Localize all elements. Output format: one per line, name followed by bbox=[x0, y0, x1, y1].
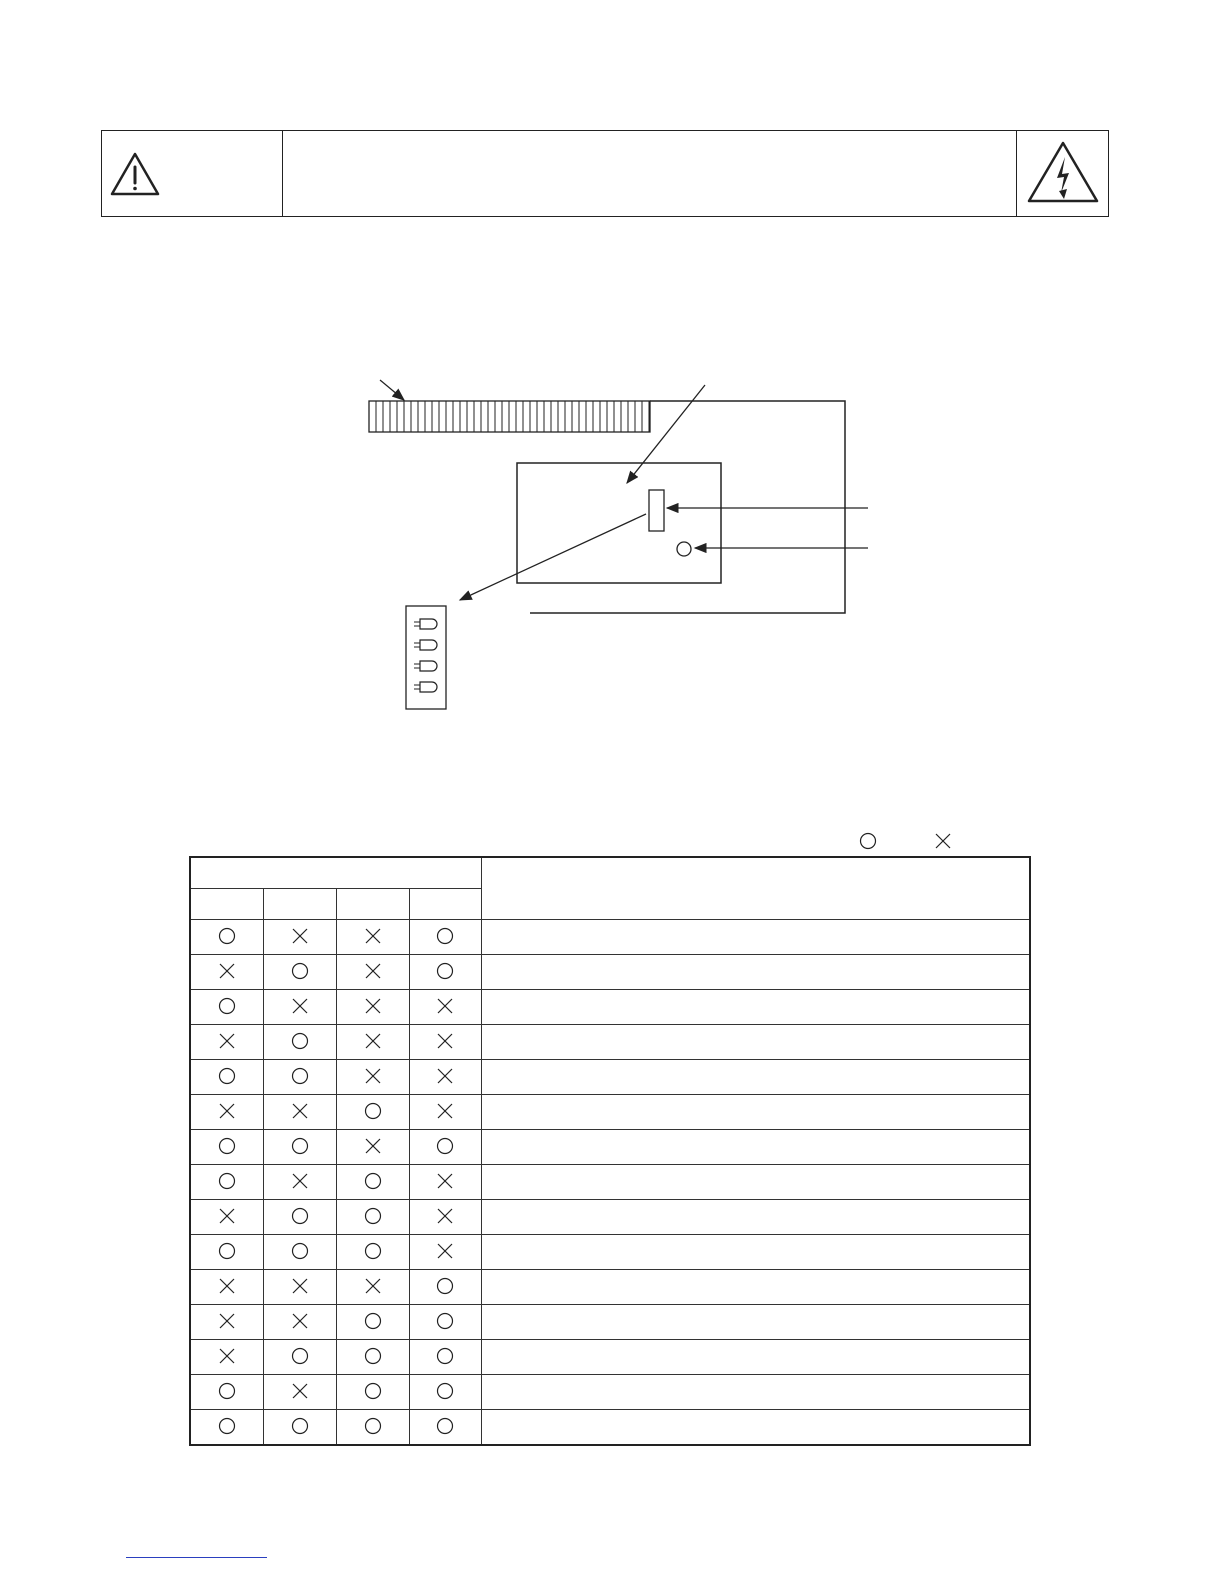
circle-icon bbox=[364, 1242, 382, 1260]
circle-icon bbox=[436, 1347, 454, 1365]
led-1-state bbox=[190, 1024, 263, 1059]
circle-icon bbox=[218, 1242, 236, 1260]
cross-icon bbox=[364, 962, 382, 980]
led-3-state bbox=[336, 1269, 409, 1304]
led-icon bbox=[414, 640, 437, 650]
circle-icon bbox=[291, 1137, 309, 1155]
board-diagram bbox=[0, 0, 1224, 760]
table-row bbox=[190, 1164, 1030, 1199]
led-icon bbox=[414, 619, 437, 629]
led-group-header bbox=[190, 857, 481, 888]
table-row bbox=[190, 1234, 1030, 1269]
circle-icon bbox=[291, 1347, 309, 1365]
cross-icon bbox=[218, 1277, 236, 1295]
table-row bbox=[190, 1094, 1030, 1129]
cross-icon bbox=[218, 962, 236, 980]
circle-icon bbox=[861, 834, 876, 849]
cross-icon bbox=[436, 1242, 454, 1260]
cross-icon bbox=[218, 1347, 236, 1365]
cross-icon bbox=[218, 1312, 236, 1330]
led-1-state bbox=[190, 1409, 263, 1445]
led-4-state bbox=[409, 1129, 481, 1164]
led-4-state bbox=[409, 954, 481, 989]
led-3-state bbox=[336, 1374, 409, 1409]
led-2-state bbox=[263, 1024, 336, 1059]
led-1-state bbox=[190, 1059, 263, 1094]
circle-icon bbox=[291, 1417, 309, 1435]
table-row bbox=[190, 1199, 1030, 1234]
circle-icon bbox=[291, 962, 309, 980]
led-status-table bbox=[189, 856, 1031, 1446]
led-2-state bbox=[263, 1374, 336, 1409]
table-row bbox=[190, 989, 1030, 1024]
led-1-header bbox=[190, 888, 263, 919]
table-row bbox=[190, 1059, 1030, 1094]
cross-icon bbox=[291, 1382, 309, 1400]
circle-icon bbox=[436, 927, 454, 945]
cross-icon bbox=[936, 834, 950, 848]
cross-icon bbox=[291, 1312, 309, 1330]
cross-icon bbox=[291, 1277, 309, 1295]
circle-icon bbox=[436, 1137, 454, 1155]
circle-icon bbox=[291, 1067, 309, 1085]
circle-icon bbox=[364, 1172, 382, 1190]
led-2-state bbox=[263, 1269, 336, 1304]
row-description bbox=[481, 1304, 1030, 1339]
led-3-state bbox=[336, 1234, 409, 1269]
led-1-state bbox=[190, 954, 263, 989]
circle-icon bbox=[364, 1312, 382, 1330]
cross-icon bbox=[436, 1172, 454, 1190]
cross-icon bbox=[291, 927, 309, 945]
led-2-state bbox=[263, 1199, 336, 1234]
table-row bbox=[190, 1304, 1030, 1339]
led-2-state bbox=[263, 954, 336, 989]
led-4-state bbox=[409, 1164, 481, 1199]
led-module bbox=[649, 490, 664, 531]
footer-link-underline[interactable] bbox=[126, 1557, 267, 1558]
led-1-state bbox=[190, 919, 263, 954]
row-description bbox=[481, 919, 1030, 954]
led-icon bbox=[414, 661, 437, 671]
led-2-state bbox=[263, 1094, 336, 1129]
circle-icon bbox=[364, 1382, 382, 1400]
led-1-state bbox=[190, 1339, 263, 1374]
led-1-state bbox=[190, 1164, 263, 1199]
circle-icon bbox=[364, 1207, 382, 1225]
led-detail bbox=[406, 606, 446, 709]
row-description bbox=[481, 1129, 1030, 1164]
led-3-state bbox=[336, 954, 409, 989]
table-row bbox=[190, 1129, 1030, 1164]
row-description bbox=[481, 1024, 1030, 1059]
led-3-state bbox=[336, 1304, 409, 1339]
led-1-state bbox=[190, 1374, 263, 1409]
table-row bbox=[190, 919, 1030, 954]
cross-icon bbox=[436, 1102, 454, 1120]
row-description bbox=[481, 1094, 1030, 1129]
connector-pointer bbox=[380, 380, 404, 400]
cross-icon bbox=[364, 1137, 382, 1155]
cross-icon bbox=[218, 1032, 236, 1050]
cross-icon bbox=[291, 997, 309, 1015]
connector-strip bbox=[369, 401, 650, 432]
circle-icon bbox=[218, 1172, 236, 1190]
row-description bbox=[481, 1269, 1030, 1304]
cross-icon bbox=[436, 1207, 454, 1225]
led-1-state bbox=[190, 1094, 263, 1129]
row-description bbox=[481, 1164, 1030, 1199]
circle-icon bbox=[436, 1417, 454, 1435]
led-1-state bbox=[190, 1234, 263, 1269]
cross-icon bbox=[364, 1067, 382, 1085]
led-icon bbox=[414, 682, 437, 692]
pcb-pointer bbox=[627, 385, 705, 483]
led-3-state bbox=[336, 1059, 409, 1094]
row-description bbox=[481, 954, 1030, 989]
led-3-state bbox=[336, 989, 409, 1024]
led-2-state bbox=[263, 989, 336, 1024]
circle-icon bbox=[364, 1347, 382, 1365]
led-1-state bbox=[190, 989, 263, 1024]
row-description bbox=[481, 1199, 1030, 1234]
circle-icon bbox=[218, 1382, 236, 1400]
circle-icon bbox=[291, 1207, 309, 1225]
circle-icon bbox=[436, 962, 454, 980]
led-1-state bbox=[190, 1129, 263, 1164]
circle-icon bbox=[218, 997, 236, 1015]
led-detail-pointer bbox=[460, 514, 646, 600]
led-3-state bbox=[336, 1164, 409, 1199]
circle-icon bbox=[218, 1137, 236, 1155]
led-4-state bbox=[409, 1234, 481, 1269]
row-description bbox=[481, 989, 1030, 1024]
led-3-state bbox=[336, 919, 409, 954]
cross-icon bbox=[436, 1067, 454, 1085]
led-4-state bbox=[409, 919, 481, 954]
cross-icon bbox=[364, 997, 382, 1015]
row-description bbox=[481, 1374, 1030, 1409]
row-description bbox=[481, 1234, 1030, 1269]
led-4-state bbox=[409, 1024, 481, 1059]
circle-icon bbox=[436, 1277, 454, 1295]
circle-icon bbox=[364, 1417, 382, 1435]
cross-icon bbox=[364, 1277, 382, 1295]
table-row bbox=[190, 1374, 1030, 1409]
cross-icon bbox=[436, 997, 454, 1015]
led-2-state bbox=[263, 1059, 336, 1094]
circle-icon bbox=[436, 1312, 454, 1330]
circle-icon bbox=[218, 927, 236, 945]
led-1-state bbox=[190, 1199, 263, 1234]
enclosure-outline bbox=[530, 401, 845, 613]
led-3-state bbox=[336, 1129, 409, 1164]
led-4-state bbox=[409, 1409, 481, 1445]
row-description bbox=[481, 1339, 1030, 1374]
led-3-state bbox=[336, 1024, 409, 1059]
led-4-state bbox=[409, 989, 481, 1024]
circle-icon bbox=[364, 1102, 382, 1120]
cross-icon bbox=[218, 1207, 236, 1225]
led-4-state bbox=[409, 1339, 481, 1374]
table-row bbox=[190, 1024, 1030, 1059]
led-2-state bbox=[263, 1339, 336, 1374]
led-4-state bbox=[409, 1199, 481, 1234]
led-2-state bbox=[263, 1409, 336, 1445]
table-row bbox=[190, 1409, 1030, 1445]
circle-icon bbox=[218, 1417, 236, 1435]
led-3-state bbox=[336, 1339, 409, 1374]
table-row bbox=[190, 1339, 1030, 1374]
legend bbox=[850, 830, 970, 854]
led-3-header bbox=[336, 888, 409, 919]
round-component bbox=[677, 542, 691, 556]
led-4-state bbox=[409, 1094, 481, 1129]
cross-icon bbox=[291, 1172, 309, 1190]
led-2-state bbox=[263, 1129, 336, 1164]
led-2-header bbox=[263, 888, 336, 919]
row-description bbox=[481, 1059, 1030, 1094]
led-2-state bbox=[263, 919, 336, 954]
cross-icon bbox=[218, 1102, 236, 1120]
circle-icon bbox=[291, 1032, 309, 1050]
circle-icon bbox=[291, 1242, 309, 1260]
led-3-state bbox=[336, 1409, 409, 1445]
led-4-state bbox=[409, 1304, 481, 1339]
cross-icon bbox=[364, 1032, 382, 1050]
led-1-state bbox=[190, 1269, 263, 1304]
led-4-state bbox=[409, 1374, 481, 1409]
circle-icon bbox=[436, 1382, 454, 1400]
led-1-state bbox=[190, 1304, 263, 1339]
row-description bbox=[481, 1409, 1030, 1445]
led-3-state bbox=[336, 1199, 409, 1234]
table-row bbox=[190, 1269, 1030, 1304]
led-2-state bbox=[263, 1234, 336, 1269]
cross-icon bbox=[291, 1102, 309, 1120]
led-4-state bbox=[409, 1059, 481, 1094]
cross-icon bbox=[436, 1032, 454, 1050]
led-4-header bbox=[409, 888, 481, 919]
table-row bbox=[190, 954, 1030, 989]
led-2-state bbox=[263, 1164, 336, 1199]
led-4-state bbox=[409, 1269, 481, 1304]
led-3-state bbox=[336, 1094, 409, 1129]
circle-icon bbox=[218, 1067, 236, 1085]
description-header bbox=[481, 857, 1030, 919]
led-2-state bbox=[263, 1304, 336, 1339]
cross-icon bbox=[364, 927, 382, 945]
pcb-board bbox=[517, 463, 721, 583]
